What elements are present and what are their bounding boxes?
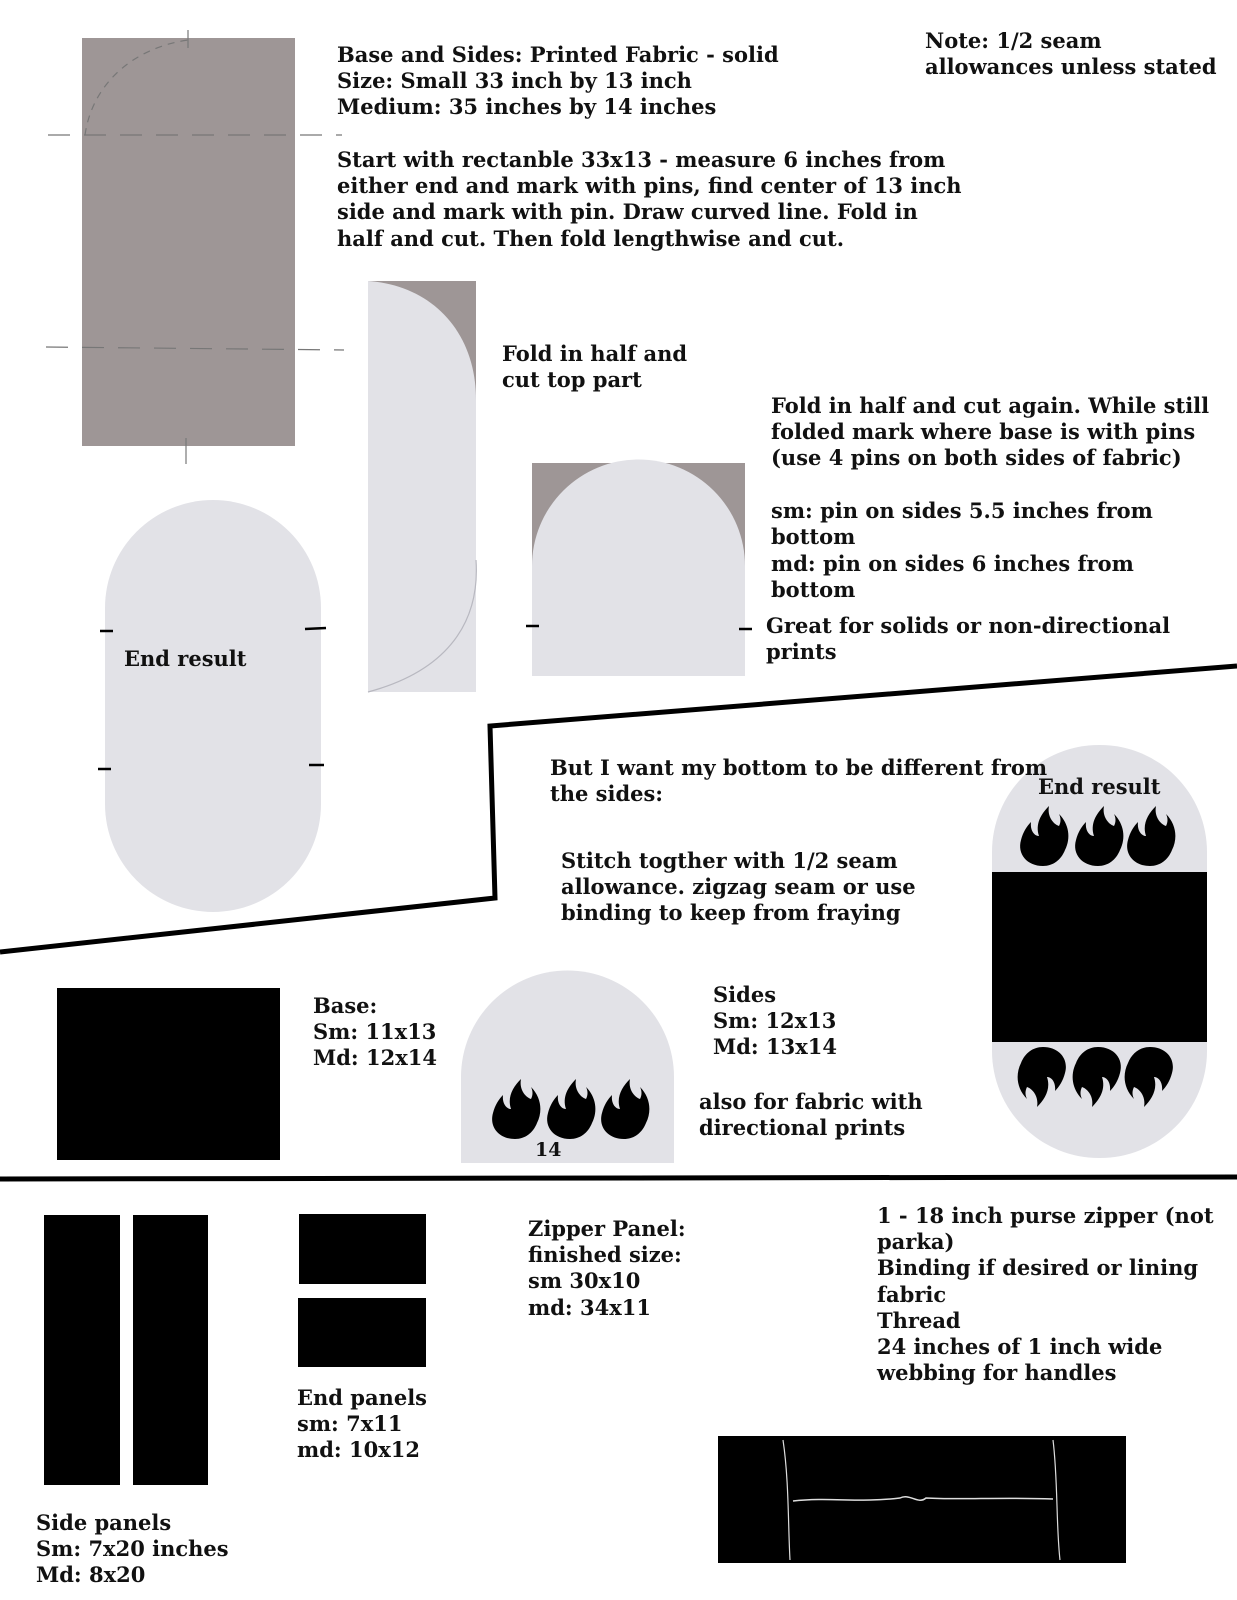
folded-strip-diagram <box>368 281 476 692</box>
sides-dimensions: Sides Sm: 12x13 Md: 13x14 <box>713 982 837 1060</box>
base-dimensions: Base: Sm: 11x13 Md: 12x14 <box>313 993 437 1071</box>
pin-medium-instruction: md: pin on sides 6 inches from bottom <box>771 551 1134 603</box>
flame-arch-diagram <box>461 971 674 1163</box>
arch-number: 14 <box>535 1139 562 1161</box>
size-small: Size: Small 33 inch by 13 inch <box>337 68 692 93</box>
side-panel <box>133 1215 208 1485</box>
size-medium: Medium: 35 inches by 14 inches <box>337 94 717 119</box>
end-result-shape <box>105 500 321 912</box>
end-panel <box>298 1298 426 1367</box>
different-bottom-heading: But I want my bottom to be different from the sides: <box>550 755 1048 807</box>
end-panel <box>299 1214 426 1284</box>
fold-half-instruction: Fold in half and cut top part <box>502 341 688 393</box>
great-for-note: Great for solids or non-directional prints <box>766 613 1171 665</box>
fold-again-instruction: Fold in half and cut again. While still folded mark where base is with pins (use 4 pins on both sides of fabric) <box>771 393 1210 471</box>
instructions: Start with rectanble 33x13 - measure 6 inches from either end and mark with pins, find center of 13 inch side and mark with pin. Draw curved line. Fold in half and cut. Then fold lengthwise and cut. <box>337 147 962 251</box>
side-panels-dimensions: Side panels Sm: 7x20 inches Md: 8x20 <box>36 1510 229 1588</box>
end-result-left-diagram <box>98 500 326 912</box>
pin-small-instruction: sm: pin on sides 5.5 inches from bottom <box>771 498 1153 550</box>
fabric-rectangle-diagram <box>46 30 344 464</box>
arch-piece-diagram <box>526 460 752 676</box>
base-panel <box>57 988 280 1160</box>
arch-piece <box>532 460 745 676</box>
stitch-instruction: Stitch togther with 1/2 seam allowance. zigzag seam or use binding to keep from fraying <box>561 848 916 926</box>
seam-note: Note: 1/2 seam allowances unless stated <box>925 28 1217 80</box>
end-panels-dimensions: End panels sm: 7x11 md: 10x12 <box>297 1385 427 1463</box>
end-result-left-label: End result <box>124 646 247 671</box>
section-divider <box>0 1177 1237 1179</box>
heading-base-and-sides: Base and Sides: Printed Fabric - solid <box>337 42 779 67</box>
supplies-list: 1 - 18 inch purse zipper (not parka) Binding if desired or lining fabric Thread 24 inches of 1 inch wide webbing for handles <box>877 1203 1214 1386</box>
directional-note: also for fabric with directional prints <box>699 1089 923 1141</box>
end-result-right-label: End result <box>1038 774 1161 799</box>
zipper-panel-diagram <box>718 1436 1126 1563</box>
black-base-panel <box>992 872 1207 1042</box>
side-panel <box>44 1215 120 1485</box>
folded-strip <box>368 281 476 692</box>
fabric-rectangle <box>82 38 295 446</box>
pin-mark <box>305 628 326 629</box>
zipper-panel-dimensions: Zipper Panel: finished size: sm 30x10 md: 34x11 <box>528 1216 686 1320</box>
